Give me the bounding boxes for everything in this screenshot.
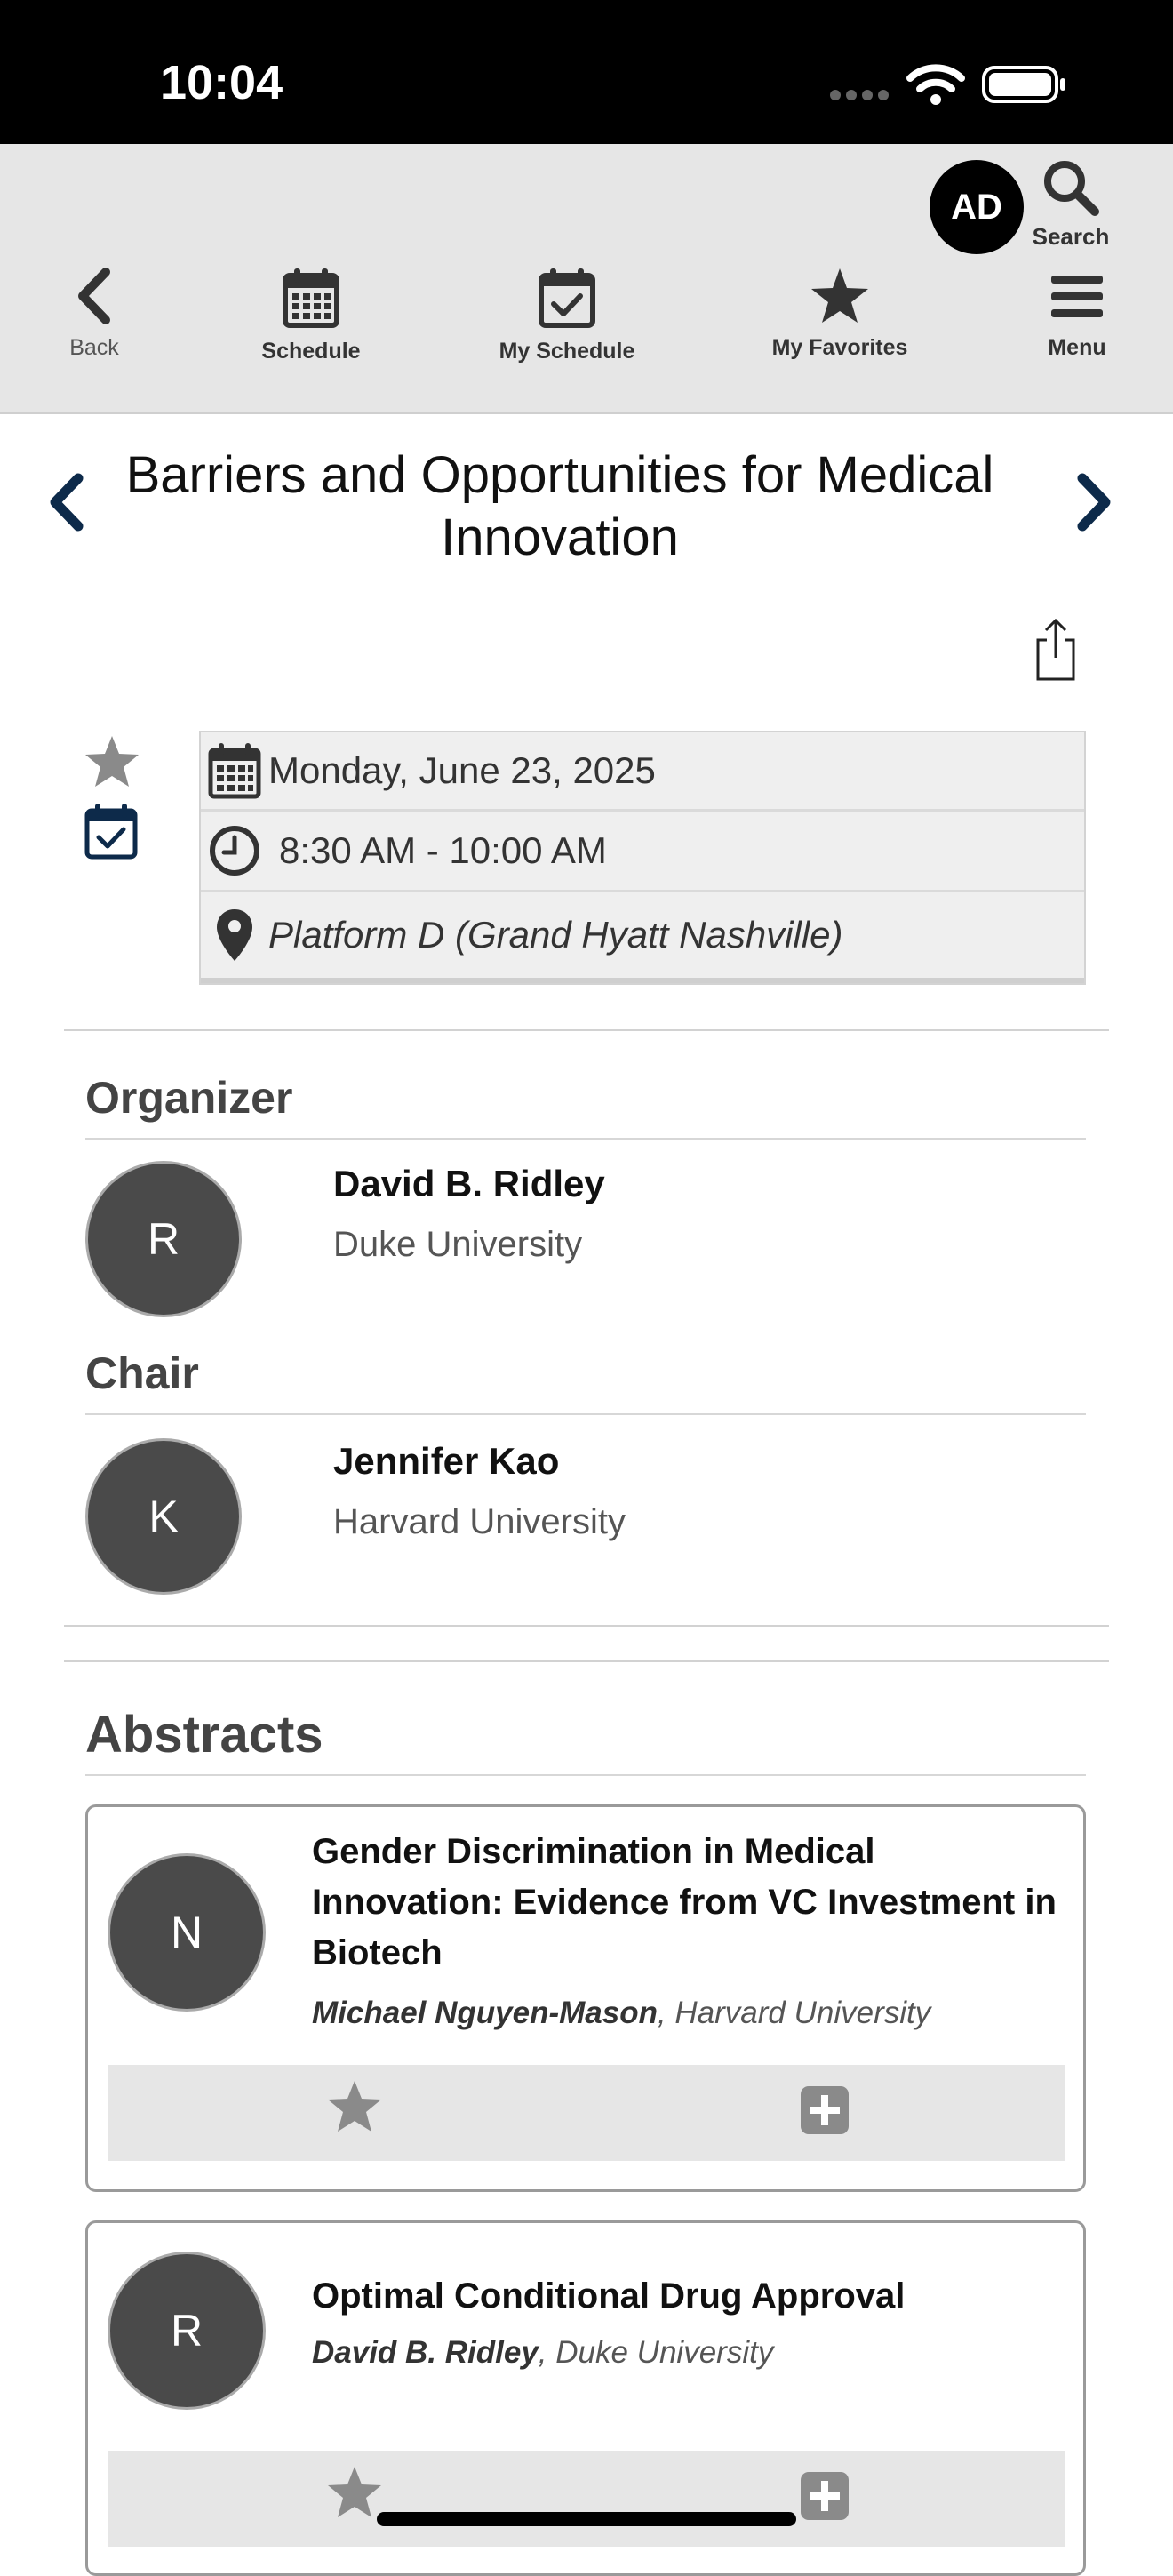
abstract-author-name: David B. Ridley xyxy=(312,2335,539,2370)
star-icon xyxy=(326,2079,383,2134)
nav-my-favorites-label: My Favorites xyxy=(771,335,908,360)
chevron-left-icon xyxy=(46,471,87,533)
add-abstract-button[interactable] xyxy=(799,2084,850,2140)
session-details xyxy=(199,731,1086,985)
session-time: 8:30 AM - 10:00 AM xyxy=(279,829,607,871)
favorite-session-button[interactable] xyxy=(84,734,140,794)
add-abstract-button[interactable] xyxy=(799,2470,850,2526)
abstract-actions xyxy=(108,2065,1065,2161)
plus-square-icon xyxy=(799,2470,850,2522)
chair-affiliation: Harvard University xyxy=(333,1502,626,1541)
add-to-schedule-button[interactable] xyxy=(84,802,139,865)
plus-square-icon xyxy=(799,2084,850,2136)
nav-my-favorites[interactable] xyxy=(764,267,915,361)
nav-my-schedule[interactable] xyxy=(487,267,647,364)
home-indicator[interactable] xyxy=(377,2512,796,2526)
nav-menu[interactable] xyxy=(1040,267,1114,361)
abstract-author-affiliation: , Duke University xyxy=(538,2335,774,2370)
wifi-icon xyxy=(906,62,965,111)
nav-my-schedule-label: My Schedule xyxy=(499,339,635,364)
abstract-actions xyxy=(108,2451,1065,2547)
star-icon xyxy=(326,2465,383,2520)
chair-heading: Chair xyxy=(85,1348,199,1398)
nav-menu-label: Menu xyxy=(1048,335,1106,360)
abstract-author-avatar: N xyxy=(108,1853,266,2012)
organizer-affiliation: Duke University xyxy=(333,1225,583,1264)
abstract-authors xyxy=(312,2335,773,2371)
organizer-avatar[interactable]: R xyxy=(85,1161,242,1317)
calendar-icon xyxy=(207,741,262,800)
nav-back-label: Back xyxy=(69,335,119,360)
abstract-title[interactable]: Optimal Conditional Drug Approval xyxy=(312,2276,906,2316)
divider xyxy=(64,1660,1109,1662)
organizer-heading: Organizer xyxy=(85,1073,293,1123)
nav-schedule[interactable] xyxy=(249,267,373,364)
session-time-row xyxy=(201,812,1084,892)
map-pin-icon xyxy=(215,908,254,963)
session-date-row xyxy=(201,732,1084,812)
star-icon xyxy=(84,734,140,789)
search-button[interactable] xyxy=(1031,158,1111,251)
calendar-icon xyxy=(282,267,340,329)
share-button[interactable] xyxy=(1033,617,1079,687)
abstract-card[interactable] xyxy=(85,1804,1086,2192)
divider xyxy=(64,1625,1109,1627)
previous-session-button[interactable] xyxy=(46,471,87,538)
divider xyxy=(64,1029,1109,1031)
share-icon xyxy=(1033,617,1079,683)
nav-back[interactable] xyxy=(52,267,137,361)
favorite-abstract-button[interactable] xyxy=(326,2079,383,2139)
chevron-right-icon xyxy=(1073,471,1114,533)
chevron-left-icon xyxy=(72,267,116,325)
abstract-author-avatar: R xyxy=(108,2252,266,2410)
session-location-row[interactable] xyxy=(201,892,1084,983)
status-bar xyxy=(0,0,1173,144)
organizer-name[interactable]: David B. Ridley xyxy=(333,1163,605,1204)
clock-icon xyxy=(208,824,261,877)
abstract-author-name: Michael Nguyen-Mason xyxy=(312,1996,658,2030)
favorite-abstract-button[interactable] xyxy=(326,2465,383,2524)
cellular-signal-icon xyxy=(830,89,894,105)
star-icon xyxy=(810,267,870,325)
status-time: 10:04 xyxy=(160,56,283,109)
nav-schedule-label: Schedule xyxy=(261,339,361,364)
chair-name[interactable]: Jennifer Kao xyxy=(333,1440,560,1482)
abstract-title[interactable]: Gender Discrimination in Medical Innovation: Evidence from VC Investment in Biotech xyxy=(312,1832,1057,1972)
calendar-check-icon xyxy=(84,802,139,860)
divider xyxy=(85,1138,1086,1140)
next-session-button[interactable] xyxy=(1073,471,1114,538)
search-icon xyxy=(1041,158,1100,217)
battery-icon xyxy=(982,66,1058,103)
search-label: Search xyxy=(1032,223,1110,250)
session-location: Platform D (Grand Hyatt Nashville) xyxy=(268,914,843,956)
abstract-authors xyxy=(312,1996,930,2031)
user-avatar[interactable]: AD xyxy=(930,160,1024,254)
abstract-author-affiliation: , Harvard University xyxy=(657,1996,931,2030)
hamburger-icon xyxy=(1049,267,1105,325)
chair-avatar[interactable]: K xyxy=(85,1438,242,1595)
divider xyxy=(85,1774,1086,1776)
calendar-check-icon xyxy=(538,267,596,329)
session-title: Barriers and Opportunities for Medical Innovation xyxy=(125,446,994,566)
divider xyxy=(85,1413,1086,1415)
session-date: Monday, June 23, 2025 xyxy=(268,749,656,791)
abstracts-heading: Abstracts xyxy=(85,1706,323,1764)
